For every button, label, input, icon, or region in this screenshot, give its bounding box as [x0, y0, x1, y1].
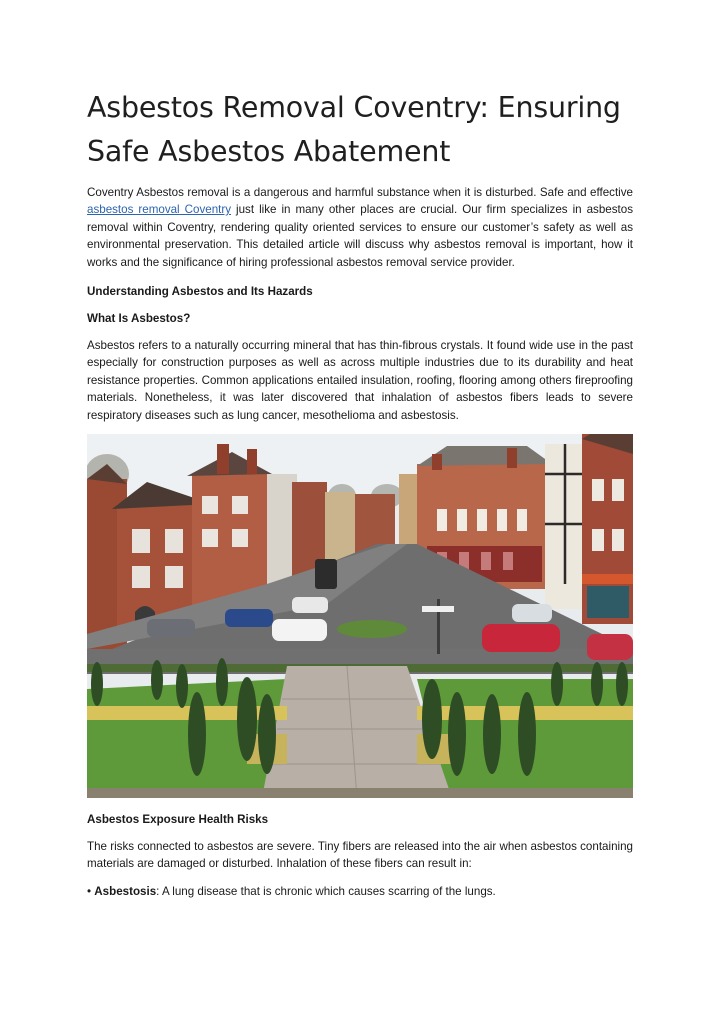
- section-heading-health-risks: Asbestos Exposure Health Risks: [87, 813, 269, 826]
- bullet-term: Asbestosis: [94, 885, 157, 898]
- section-heading-what-is: What Is Asbestos?: [87, 312, 191, 325]
- coventry-town-photo: [87, 434, 633, 798]
- health-risks-paragraph: The risks connected to asbestos are severe. Tiny fibers are released into the air when asbestos containing materials are damaged or disturbed. Inhalation of these fibers can result in:: [87, 840, 633, 871]
- intro-text-end: just like in many other places are crucial. Our firm specializes in asbestos removal within Coventry, rendering quality oriented services to ensure our customer’s safety as well as environmental preservation. This detailed article will discuss why asbestos removal is important, how it works and the significance of hiring professional asbestos removal service provider.: [87, 203, 633, 269]
- asbestos-removal-coventry-link[interactable]: asbestos removal Coventry: [87, 203, 232, 217]
- intro-paragraph: [87, 184, 633, 271]
- bullet-marker: •: [87, 885, 92, 898]
- intro-text-start: Coventry Asbestos removal is a dangerous and harmful substance when it is disturbed. Safe and effective: [87, 186, 633, 199]
- page-title: Asbestos Removal Coventry: Ensuring Safe Asbestos Abatement: [87, 91, 621, 168]
- what-is-asbestos-paragraph: Asbestos refers to a naturally occurring mineral that has thin-fibrous crystals. It found wide use in the past especially for construction purposes as well as across multiple industries due to its durability and heat resistance properties. Common applications entailed insulation, roofing, flooring among others fireproofing materials. Nonetheless, it was later discovered that inhalation of asbestos fibers leads to severe respiratory diseases such as lung cancer, mesothelioma and asbestosis.: [87, 339, 633, 422]
- section-heading-hazards: Understanding Asbestos and Its Hazards: [87, 285, 313, 298]
- bullet-text: : A lung disease that is chronic which causes scarring of the lungs.: [156, 885, 496, 898]
- bullet-item: [87, 883, 633, 900]
